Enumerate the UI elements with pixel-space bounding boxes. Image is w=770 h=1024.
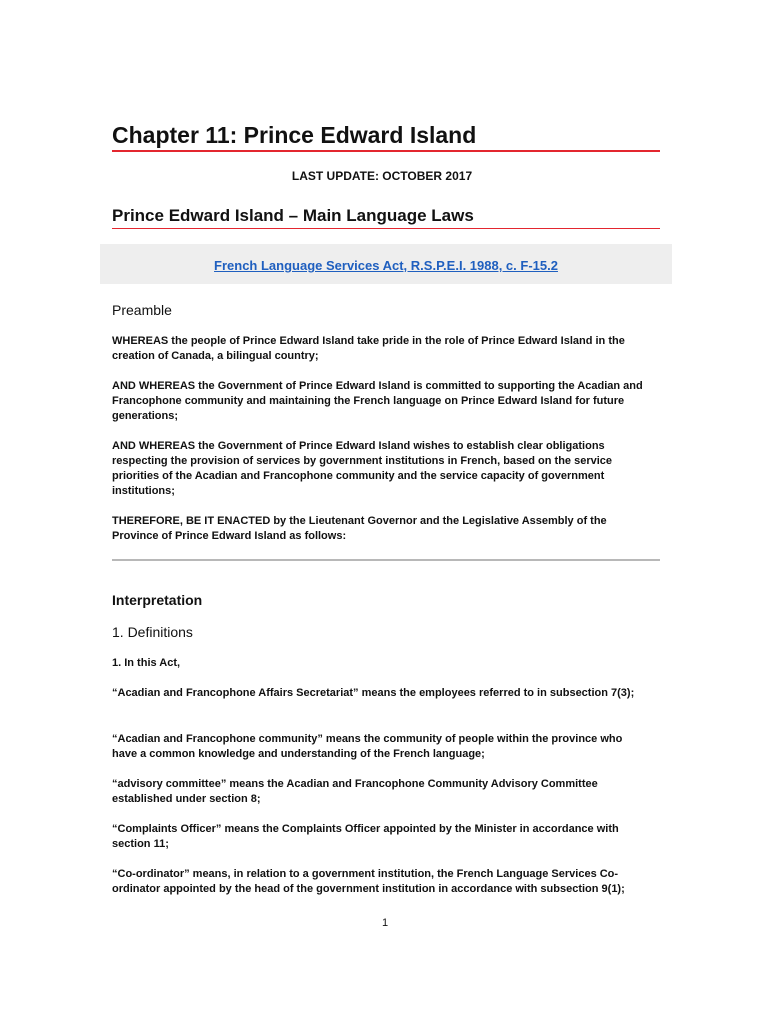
preamble-paragraph: WHEREAS the people of Prince Edward Island take pride in the role of Prince Edward Island in the creation of Canada, a bilingual country; — [112, 335, 625, 362]
interpretation-heading: Interpretation — [112, 592, 203, 608]
definition-paragraph: “Complaints Officer” means the Complaints Officer appointed by the Minister in accordance with section 11; — [112, 823, 619, 850]
definition-paragraph: “Acadian and Francophone community” means the community of people within the province who have a common knowledge and understanding of the French language; — [112, 733, 623, 760]
preamble-paragraph: AND WHEREAS the Government of Prince Edward Island wishes to establish clear obligations respecting the provision of services by government institutions in French, based on the service priorities of the Acadian and Francophone community and the service capacity of government institutions; — [112, 440, 613, 497]
definitions-heading: 1. Definitions — [112, 624, 193, 640]
definition-paragraph: “Acadian and Francophone Affairs Secretariat” means the employees referred to in subsection 7(3); — [112, 687, 635, 699]
act-link[interactable]: French Language Services Act, R.S.P.E.I. 1988, c. F-15.2 — [214, 258, 558, 273]
preamble-paragraph: AND WHEREAS the Government of Prince Edward Island is committed to supporting the Acadian and Francophone community and maintaining the French language on Prince Edward Island for future generations; — [112, 380, 643, 422]
act-banner — [100, 244, 672, 284]
title-underline — [112, 150, 660, 152]
chapter-title: Chapter 11: Prince Edward Island — [112, 122, 477, 148]
definition-paragraph: “Co-ordinator” means, in relation to a government institution, the French Language Services Co-ordinator appointed by the head of the government institution in accordance with subsection 9(1); — [112, 868, 625, 895]
preamble-paragraph: THEREFORE, BE IT ENACTED by the Lieutenant Governor and the Legislative Assembly of the Province of Prince Edward Island as follows: — [112, 515, 607, 542]
definition-paragraph: “advisory committee” means the Acadian and Francophone Community Advisory Committee established under section 8; — [112, 778, 598, 805]
last-update: LAST UPDATE: OCTOBER 2017 — [291, 169, 473, 183]
definition-paragraph: 1. In this Act, — [112, 657, 181, 669]
page-number: 1 — [381, 917, 389, 929]
section-underline — [112, 228, 660, 229]
preamble-heading: Preamble — [112, 302, 172, 318]
section-divider — [112, 559, 660, 561]
section-title: Prince Edward Island – Main Language Laws — [112, 206, 474, 225]
